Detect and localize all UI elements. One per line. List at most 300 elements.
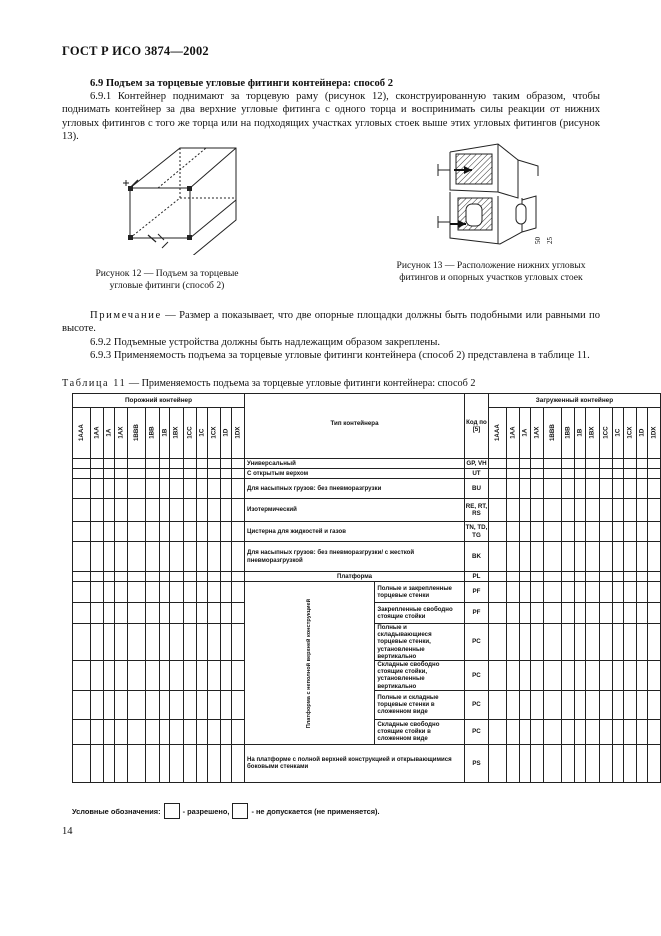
empty-cell-box xyxy=(146,469,159,479)
loaded-cell-box xyxy=(488,572,506,582)
loaded-cell-box xyxy=(506,624,519,661)
loaded-cell-box xyxy=(506,661,519,691)
loaded-cell-box xyxy=(562,572,575,582)
empty-cell-box xyxy=(104,522,115,542)
empty-cell-box xyxy=(170,572,183,582)
loaded-cell-box xyxy=(544,744,562,782)
empty-cell-box xyxy=(73,499,91,522)
loaded-cell-box xyxy=(575,582,586,603)
container-code: PC xyxy=(465,719,489,744)
loaded-cell-box xyxy=(520,459,531,469)
loaded-cell-box xyxy=(488,459,506,469)
empty-cell-box xyxy=(146,603,159,624)
empty-cell-box xyxy=(207,469,220,479)
empty-cell-box xyxy=(73,479,91,499)
empty-cell-box xyxy=(231,661,244,691)
loaded-cell-box xyxy=(488,661,506,691)
loaded-cell-box xyxy=(636,459,647,469)
empty-cell-box xyxy=(104,582,115,603)
legend-not-allowed-box xyxy=(232,803,248,819)
empty-cell-box xyxy=(220,690,231,719)
container-type: Закрепленные свободно стоящие стойки xyxy=(375,603,465,624)
loaded-cell-box xyxy=(586,624,599,661)
loaded-cell-box xyxy=(647,661,660,691)
loaded-cell-box xyxy=(647,572,660,582)
empty-cell-box xyxy=(90,542,103,572)
empty-cell-box xyxy=(146,582,159,603)
loaded-cell-box xyxy=(544,469,562,479)
page-number: 14 xyxy=(62,826,73,837)
container-code-label: 1BX xyxy=(588,426,596,440)
empty-cell-box xyxy=(220,661,231,691)
empty-cell-box xyxy=(220,744,231,782)
loaded-code-header xyxy=(520,408,531,459)
empty-cell-box xyxy=(128,690,146,719)
empty-cell-box xyxy=(90,572,103,582)
loaded-cell-box xyxy=(562,661,575,691)
note-label: Примечание xyxy=(90,310,162,321)
loaded-cell-box xyxy=(520,572,531,582)
empty-cell-box xyxy=(220,459,231,469)
table-caption xyxy=(62,378,475,389)
container-type: Полные и складные торцевые стенки в сложенном виде xyxy=(375,690,465,719)
loaded-cell-box xyxy=(612,690,623,719)
empty-container-header: Порожний контейнер xyxy=(73,394,245,408)
empty-cell-box xyxy=(170,459,183,469)
table-row xyxy=(73,744,661,782)
empty-cell-box xyxy=(128,719,146,744)
loaded-cell-box xyxy=(531,542,544,572)
empty-code-header xyxy=(220,408,231,459)
loaded-cell-box xyxy=(599,661,612,691)
loaded-cell-box xyxy=(647,459,660,469)
empty-cell-box xyxy=(207,624,220,661)
loaded-cell-box xyxy=(612,459,623,469)
empty-cell-box xyxy=(231,624,244,661)
empty-cell-box xyxy=(104,690,115,719)
table-row xyxy=(73,469,661,479)
loaded-cell-box xyxy=(562,582,575,603)
loaded-cell-box xyxy=(647,744,660,782)
loaded-cell-box xyxy=(586,744,599,782)
empty-cell-box xyxy=(115,459,128,469)
empty-cell-box xyxy=(128,499,146,522)
empty-cell-box xyxy=(159,499,170,522)
empty-cell-box xyxy=(220,582,231,603)
loaded-cell-box xyxy=(520,479,531,499)
loaded-cell-box xyxy=(586,542,599,572)
empty-cell-box xyxy=(159,661,170,691)
empty-cell-box xyxy=(231,603,244,624)
loaded-cell-box xyxy=(636,624,647,661)
loaded-code-header xyxy=(586,408,599,459)
loaded-cell-box xyxy=(599,522,612,542)
container-code: PC xyxy=(465,661,489,691)
empty-cell-box xyxy=(146,479,159,499)
empty-cell-box xyxy=(183,572,196,582)
loaded-cell-box xyxy=(506,744,519,782)
container-code-label: 1C xyxy=(198,429,206,437)
container-code: UT xyxy=(465,469,489,479)
loaded-container-header: Загруженный контейнер xyxy=(488,394,660,408)
empty-cell-box xyxy=(183,479,196,499)
empty-cell-box xyxy=(220,572,231,582)
empty-cell-box xyxy=(115,479,128,499)
empty-cell-box xyxy=(159,582,170,603)
loaded-cell-box xyxy=(531,719,544,744)
container-code: BK xyxy=(465,542,489,572)
container-code: PS xyxy=(465,744,489,782)
loaded-code-header xyxy=(623,408,636,459)
document-header: ГОСТ Р ИСО 3874—2002 xyxy=(62,44,209,58)
loaded-cell-box xyxy=(506,690,519,719)
empty-cell-box xyxy=(196,542,207,572)
empty-cell-box xyxy=(73,469,91,479)
empty-cell-box xyxy=(159,522,170,542)
figure-13-caption: Рисунок 13 — Расположение нижних угловых фитингов и опорных участков угловых стоек xyxy=(396,260,586,283)
loaded-cell-box xyxy=(612,582,623,603)
loaded-cell-box xyxy=(531,690,544,719)
loaded-cell-box xyxy=(544,690,562,719)
platform-group-label: Платформа с неполной верхней конструкцией xyxy=(306,598,313,729)
container-code-label: 1BB xyxy=(148,426,156,440)
empty-cell-box xyxy=(73,542,91,572)
empty-cell-box xyxy=(104,744,115,782)
legend xyxy=(72,803,380,819)
container-type: С открытым верхом xyxy=(245,469,465,479)
container-code-label: 1D xyxy=(638,429,646,437)
table-row xyxy=(73,522,661,542)
loaded-cell-box xyxy=(647,690,660,719)
loaded-cell-box xyxy=(544,459,562,469)
loaded-cell-box xyxy=(544,542,562,572)
container-code-label: 1C xyxy=(614,429,622,437)
container-code-label: 1BX xyxy=(172,426,180,440)
container-code-label: 1A xyxy=(521,429,529,437)
empty-cell-box xyxy=(104,459,115,469)
loaded-cell-box xyxy=(623,690,636,719)
loaded-cell-box xyxy=(623,479,636,499)
empty-cell-box xyxy=(207,499,220,522)
container-code-label: 1AX xyxy=(117,426,125,440)
empty-cell-box xyxy=(196,499,207,522)
loaded-cell-box xyxy=(488,624,506,661)
empty-cell-box xyxy=(207,522,220,542)
empty-cell-box xyxy=(146,661,159,691)
loaded-cell-box xyxy=(562,479,575,499)
empty-cell-box xyxy=(73,459,91,469)
empty-cell-box xyxy=(73,690,91,719)
empty-cell-box xyxy=(231,542,244,572)
container-type: Для насыпных грузов: без пневморазгрузки xyxy=(245,479,465,499)
empty-cell-box xyxy=(73,661,91,691)
loaded-cell-box xyxy=(612,499,623,522)
empty-cell-box xyxy=(104,479,115,499)
loaded-cell-box xyxy=(647,499,660,522)
loaded-cell-box xyxy=(599,690,612,719)
empty-cell-box xyxy=(73,582,91,603)
loaded-cell-box xyxy=(531,459,544,469)
figure-12-caption: Рисунок 12 — Подъем за торцевые угловые фитинги (способ 2) xyxy=(95,268,239,291)
empty-cell-box xyxy=(207,572,220,582)
loaded-cell-box xyxy=(544,582,562,603)
container-code-label: 1CX xyxy=(210,426,218,440)
loaded-cell-box xyxy=(599,469,612,479)
container-code-label: 1B xyxy=(160,429,168,437)
empty-cell-box xyxy=(128,603,146,624)
loaded-cell-box xyxy=(612,522,623,542)
empty-cell-box xyxy=(183,624,196,661)
section-title: 6.9 Подъем за торцевые угловые фитинги контейнера: способ 2 xyxy=(90,78,394,89)
legend-allowed-box xyxy=(164,803,180,819)
figure-12-drawing xyxy=(118,140,248,255)
empty-cell-box xyxy=(115,582,128,603)
loaded-cell-box xyxy=(636,572,647,582)
loaded-code-header xyxy=(562,408,575,459)
loaded-cell-box xyxy=(623,572,636,582)
empty-cell-box xyxy=(159,690,170,719)
empty-cell-box xyxy=(90,522,103,542)
empty-cell-box xyxy=(128,661,146,691)
loaded-cell-box xyxy=(612,624,623,661)
container-type: Цистерна для жидкостей и газов xyxy=(245,522,465,542)
empty-cell-box xyxy=(183,542,196,572)
empty-cell-box xyxy=(170,661,183,691)
container-code-label: 1B xyxy=(576,429,584,437)
loaded-cell-box xyxy=(544,499,562,522)
loaded-cell-box xyxy=(612,603,623,624)
empty-cell-box xyxy=(159,572,170,582)
empty-cell-box xyxy=(207,459,220,469)
loaded-cell-box xyxy=(488,542,506,572)
empty-cell-box xyxy=(159,719,170,744)
loaded-cell-box xyxy=(636,469,647,479)
empty-cell-box xyxy=(115,499,128,522)
empty-cell-box xyxy=(104,572,115,582)
container-type: Полные и складывающиеся торцевые стенки, установленные вертикально xyxy=(375,624,465,661)
empty-code-header xyxy=(231,408,244,459)
empty-cell-box xyxy=(170,582,183,603)
empty-cell-box xyxy=(196,624,207,661)
loaded-cell-box xyxy=(531,469,544,479)
loaded-cell-box xyxy=(506,499,519,522)
loaded-cell-box xyxy=(647,542,660,572)
empty-code-header xyxy=(183,408,196,459)
loaded-cell-box xyxy=(544,719,562,744)
empty-cell-box xyxy=(90,661,103,691)
loaded-cell-box xyxy=(586,469,599,479)
loaded-cell-box xyxy=(488,582,506,603)
loaded-cell-box xyxy=(562,719,575,744)
loaded-cell-box xyxy=(506,582,519,603)
container-code-label: 1DX xyxy=(234,426,242,440)
empty-cell-box xyxy=(183,603,196,624)
loaded-cell-box xyxy=(575,690,586,719)
loaded-cell-box xyxy=(562,459,575,469)
empty-cell-box xyxy=(146,522,159,542)
loaded-cell-box xyxy=(506,572,519,582)
loaded-cell-box xyxy=(506,479,519,499)
loaded-cell-box xyxy=(599,499,612,522)
empty-cell-box xyxy=(115,661,128,691)
empty-code-header xyxy=(115,408,128,459)
empty-cell-box xyxy=(196,603,207,624)
empty-cell-box xyxy=(90,499,103,522)
loaded-cell-box xyxy=(586,479,599,499)
empty-cell-box xyxy=(159,542,170,572)
loaded-cell-box xyxy=(520,690,531,719)
loaded-cell-box xyxy=(506,459,519,469)
loaded-cell-box xyxy=(544,479,562,499)
loaded-cell-box xyxy=(636,479,647,499)
loaded-cell-box xyxy=(544,603,562,624)
loaded-cell-box xyxy=(623,499,636,522)
empty-cell-box xyxy=(115,522,128,542)
note-text: — Размер a показывает, что две опорные площадки должны быть подобными или равными по высоте. xyxy=(62,310,600,335)
loaded-code-header xyxy=(636,408,647,459)
loaded-cell-box xyxy=(506,469,519,479)
loaded-cell-box xyxy=(575,522,586,542)
container-type: Складные свободно стоящие стойки в сложенном виде xyxy=(375,719,465,744)
container-type: Изотермический xyxy=(245,499,465,522)
loaded-cell-box xyxy=(531,479,544,499)
empty-cell-box xyxy=(196,479,207,499)
empty-cell-box xyxy=(128,744,146,782)
container-code: TN, TD, TG xyxy=(465,522,489,542)
paragraph-6-9-3: 6.9.3 Применяемость подъема за торцевые угловые фитинги контейнера (способ 2) представлена в таблице 11. xyxy=(90,350,590,362)
loaded-cell-box xyxy=(506,542,519,572)
legend-prefix: Условные обозначения: xyxy=(72,806,161,816)
loaded-cell-box xyxy=(586,572,599,582)
empty-cell-box xyxy=(73,744,91,782)
container-code-label: 1DX xyxy=(650,426,658,440)
applicability-table xyxy=(72,393,661,783)
empty-cell-box xyxy=(170,603,183,624)
empty-cell-box xyxy=(220,624,231,661)
loaded-cell-box xyxy=(520,542,531,572)
loaded-cell-box xyxy=(612,744,623,782)
loaded-cell-box xyxy=(531,624,544,661)
loaded-cell-box xyxy=(531,661,544,691)
empty-cell-box xyxy=(159,469,170,479)
empty-cell-box xyxy=(207,603,220,624)
legend-not-allowed-text: - не допускается (не применяется). xyxy=(251,806,380,816)
empty-cell-box xyxy=(115,690,128,719)
loaded-cell-box xyxy=(520,522,531,542)
loaded-cell-box xyxy=(636,744,647,782)
empty-cell-box xyxy=(170,542,183,572)
loaded-cell-box xyxy=(623,661,636,691)
loaded-cell-box xyxy=(599,582,612,603)
loaded-cell-box xyxy=(586,603,599,624)
empty-cell-box xyxy=(104,661,115,691)
empty-cell-box xyxy=(170,479,183,499)
loaded-cell-box xyxy=(647,603,660,624)
empty-cell-box xyxy=(146,744,159,782)
empty-cell-box xyxy=(104,542,115,572)
table-row xyxy=(73,479,661,499)
container-type: Для насыпных грузов: без пневморазгрузки/ с жесткой пневморазгрузкой xyxy=(245,542,465,572)
loaded-cell-box xyxy=(488,469,506,479)
loaded-code-header xyxy=(531,408,544,459)
loaded-code-header xyxy=(599,408,612,459)
empty-cell-box xyxy=(183,499,196,522)
empty-cell-box xyxy=(146,719,159,744)
empty-cell-box xyxy=(220,499,231,522)
loaded-cell-box xyxy=(647,719,660,744)
loaded-cell-box xyxy=(575,469,586,479)
note-block xyxy=(62,309,600,335)
empty-cell-box xyxy=(196,661,207,691)
container-code-label: 1AA xyxy=(93,426,101,440)
loaded-cell-box xyxy=(647,522,660,542)
container-code: PC xyxy=(465,690,489,719)
loaded-cell-box xyxy=(544,661,562,691)
container-code: PF xyxy=(465,603,489,624)
loaded-cell-box xyxy=(636,542,647,572)
empty-cell-box xyxy=(128,479,146,499)
loaded-code-header xyxy=(544,408,562,459)
loaded-cell-box xyxy=(562,499,575,522)
container-code-label: 1CX xyxy=(626,426,634,440)
table-caption-text: — Применяемость подъема за торцевые угловые фитинги контейнера: способ 2 xyxy=(126,378,476,389)
container-code: PF xyxy=(465,582,489,603)
loaded-cell-box xyxy=(562,744,575,782)
loaded-cell-box xyxy=(623,603,636,624)
empty-cell-box xyxy=(170,744,183,782)
loaded-cell-box xyxy=(636,499,647,522)
loaded-cell-box xyxy=(531,572,544,582)
loaded-cell-box xyxy=(612,469,623,479)
loaded-cell-box xyxy=(623,719,636,744)
loaded-cell-box xyxy=(612,572,623,582)
empty-cell-box xyxy=(104,469,115,479)
empty-cell-box xyxy=(115,719,128,744)
empty-cell-box xyxy=(170,499,183,522)
empty-cell-box xyxy=(90,719,103,744)
container-code: RE, RT, RS xyxy=(465,499,489,522)
empty-cell-box xyxy=(220,479,231,499)
loaded-cell-box xyxy=(531,582,544,603)
empty-code-header xyxy=(90,408,103,459)
empty-cell-box xyxy=(104,624,115,661)
platform-group-cell xyxy=(245,582,375,745)
empty-code-header xyxy=(170,408,183,459)
loaded-cell-box xyxy=(599,744,612,782)
empty-cell-box xyxy=(207,690,220,719)
empty-cell-box xyxy=(115,624,128,661)
loaded-cell-box xyxy=(531,744,544,782)
empty-cell-box xyxy=(146,499,159,522)
empty-cell-box xyxy=(196,522,207,542)
empty-cell-box xyxy=(128,522,146,542)
paragraph-6-9-1: 6.9.1 Контейнер поднимают за торцевую раму (рисунок 12), сконструированную таким образом, чтобы поднимать контейнер за два верхние угловые фитинга с одного торца и воспринимать силы реакции от нижних угловых фитингов с того же торца или на подходящих участках угловых стоек выше этих угловых фитингов (рисунок 13). xyxy=(62,91,600,142)
container-code: PC xyxy=(465,624,489,661)
loaded-cell-box xyxy=(488,744,506,782)
table-row xyxy=(73,459,661,469)
empty-code-header xyxy=(104,408,115,459)
empty-cell-box xyxy=(159,624,170,661)
loaded-cell-box xyxy=(586,582,599,603)
empty-cell-box xyxy=(170,690,183,719)
loaded-cell-box xyxy=(636,582,647,603)
container-type: Складные свободно стоящие стойки, установленные вертикально xyxy=(375,661,465,691)
loaded-cell-box xyxy=(562,469,575,479)
empty-cell-box xyxy=(231,572,244,582)
empty-cell-box xyxy=(220,603,231,624)
loaded-cell-box xyxy=(599,719,612,744)
loaded-cell-box xyxy=(575,479,586,499)
